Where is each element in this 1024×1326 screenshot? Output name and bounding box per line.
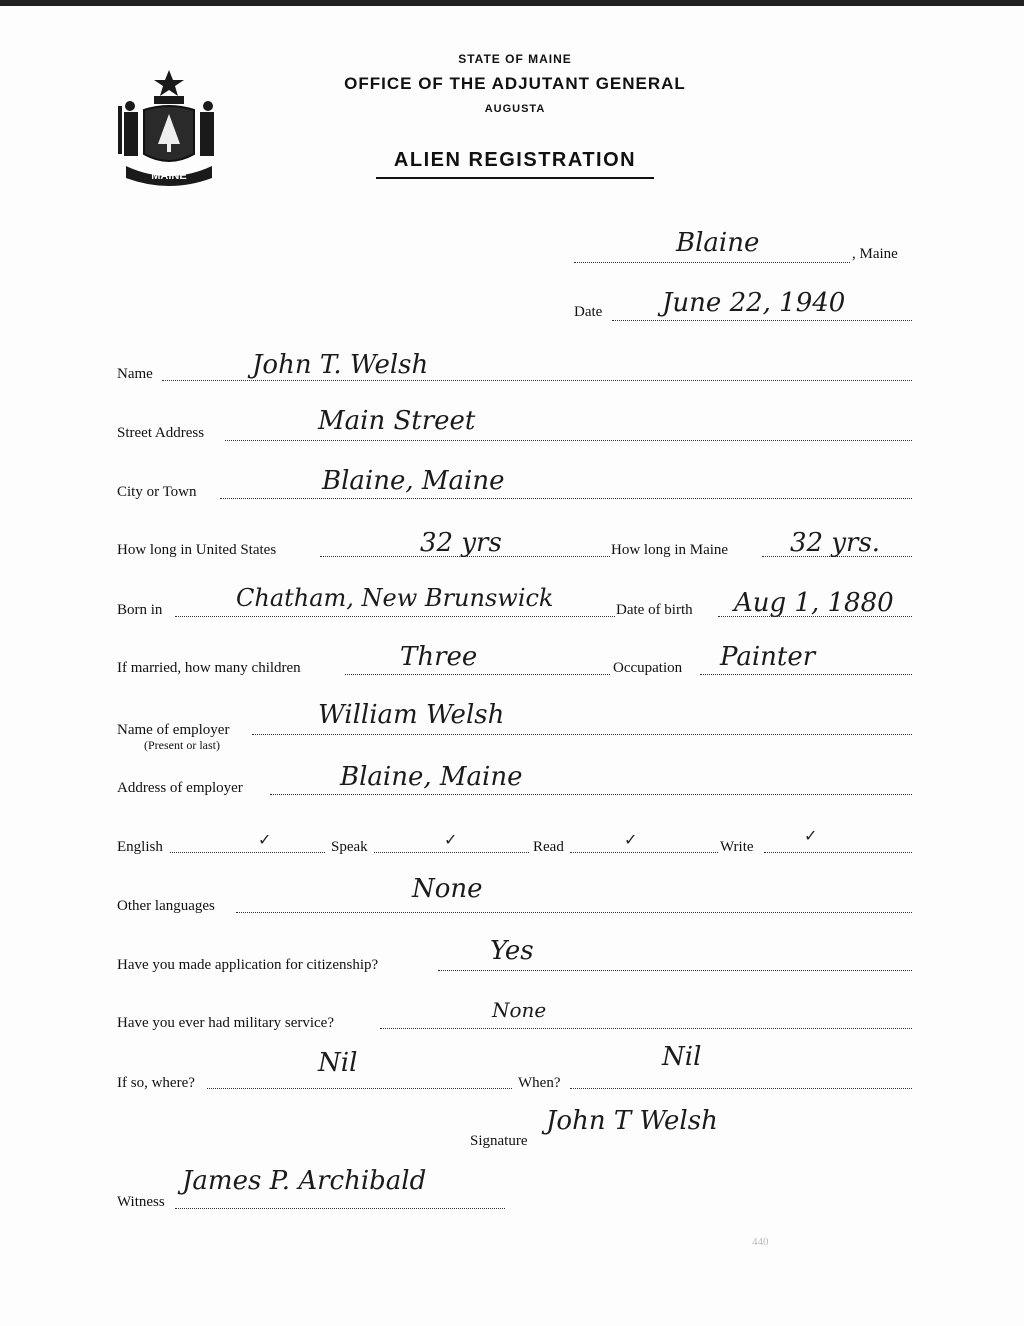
name-label: Name xyxy=(117,366,153,382)
speak-label: Speak xyxy=(331,839,368,855)
maine-years-value: 32 yrs. xyxy=(790,528,881,558)
where-label: If so, where? xyxy=(117,1075,195,1091)
us-years-label: How long in United States xyxy=(117,542,277,558)
english-line xyxy=(170,852,325,853)
signature-value: John T Welsh xyxy=(546,1106,718,1136)
born-label: Born in xyxy=(117,602,163,618)
employer-address-line xyxy=(270,794,912,795)
city-label: City or Town xyxy=(117,484,197,500)
dob-label: Date of birth xyxy=(616,602,693,618)
read-line xyxy=(570,852,718,853)
employer-sublabel: (Present or last) xyxy=(144,738,220,752)
header-state: STATE OF MAINE xyxy=(458,52,572,66)
citizenship-value: Yes xyxy=(490,936,534,966)
children-line xyxy=(345,674,610,675)
seal-banner-text: MAINE xyxy=(151,170,187,182)
dob-value: Aug 1, 1880 xyxy=(734,588,894,618)
write-label: Write xyxy=(720,839,754,855)
witness-line xyxy=(175,1208,505,1209)
when-label: When? xyxy=(518,1075,561,1091)
where-line xyxy=(207,1088,512,1089)
other-languages-label: Other languages xyxy=(117,898,215,914)
footer-mark: 440 xyxy=(752,1236,769,1248)
occupation-value: Painter xyxy=(720,642,816,672)
born-line xyxy=(175,616,615,617)
city-value: Blaine, Maine xyxy=(322,466,505,496)
speak-mark: ✓ xyxy=(444,830,458,849)
when-value: Nil xyxy=(662,1042,702,1072)
street-value: Main Street xyxy=(318,406,476,436)
employer-line xyxy=(252,734,912,735)
date-value: June 22, 1940 xyxy=(662,288,846,318)
town-value: Blaine xyxy=(676,228,760,258)
maine-label: , Maine xyxy=(852,246,898,262)
employer-address-value: Blaine, Maine xyxy=(340,762,523,792)
date-line xyxy=(612,320,912,321)
employer-label: Name of employer xyxy=(117,722,230,738)
citizenship-label: Have you made application for citizenship? xyxy=(117,957,379,973)
read-mark: ✓ xyxy=(624,830,638,849)
occupation-label: Occupation xyxy=(613,660,683,676)
occupation-line xyxy=(700,674,912,675)
military-label: Have you ever had military service? xyxy=(117,1015,334,1031)
city-line xyxy=(220,498,912,499)
speak-line xyxy=(374,852,529,853)
scan-edge xyxy=(0,0,1024,6)
title-underline xyxy=(376,177,654,179)
military-line xyxy=(380,1028,912,1029)
citizenship-line xyxy=(438,970,912,971)
read-label: Read xyxy=(533,839,564,855)
where-value: Nil xyxy=(318,1048,358,1078)
children-label: If married, how many children xyxy=(117,660,301,676)
when-line xyxy=(570,1088,912,1089)
employer-address-label: Address of employer xyxy=(117,780,243,796)
write-line xyxy=(764,852,912,853)
english-label: English xyxy=(117,839,163,855)
english-mark: ✓ xyxy=(258,830,272,849)
military-value: None xyxy=(492,998,547,1022)
children-value: Three xyxy=(400,642,478,672)
header-office: OFFICE OF THE ADJUTANT GENERAL xyxy=(344,74,686,93)
write-mark: ✓ xyxy=(804,826,818,845)
other-languages-line xyxy=(236,912,912,913)
us-years-value: 32 yrs xyxy=(420,528,502,558)
employer-value: William Welsh xyxy=(318,700,505,730)
header-city: AUGUSTA xyxy=(484,103,546,115)
form-title: ALIEN REGISTRATION xyxy=(393,149,637,171)
name-value: John T. Welsh xyxy=(252,350,429,380)
witness-value: James P. Archibald xyxy=(182,1166,427,1196)
witness-label: Witness xyxy=(117,1194,165,1210)
born-value: Chatham, New Brunswick xyxy=(236,584,554,612)
maine-years-label: How long in Maine xyxy=(611,542,729,558)
street-label: Street Address xyxy=(117,425,205,441)
name-line xyxy=(162,380,912,381)
town-line xyxy=(574,262,850,263)
street-line xyxy=(225,440,912,441)
other-languages-value: None xyxy=(412,874,483,904)
date-label: Date xyxy=(574,304,603,320)
signature-label: Signature xyxy=(470,1133,528,1149)
